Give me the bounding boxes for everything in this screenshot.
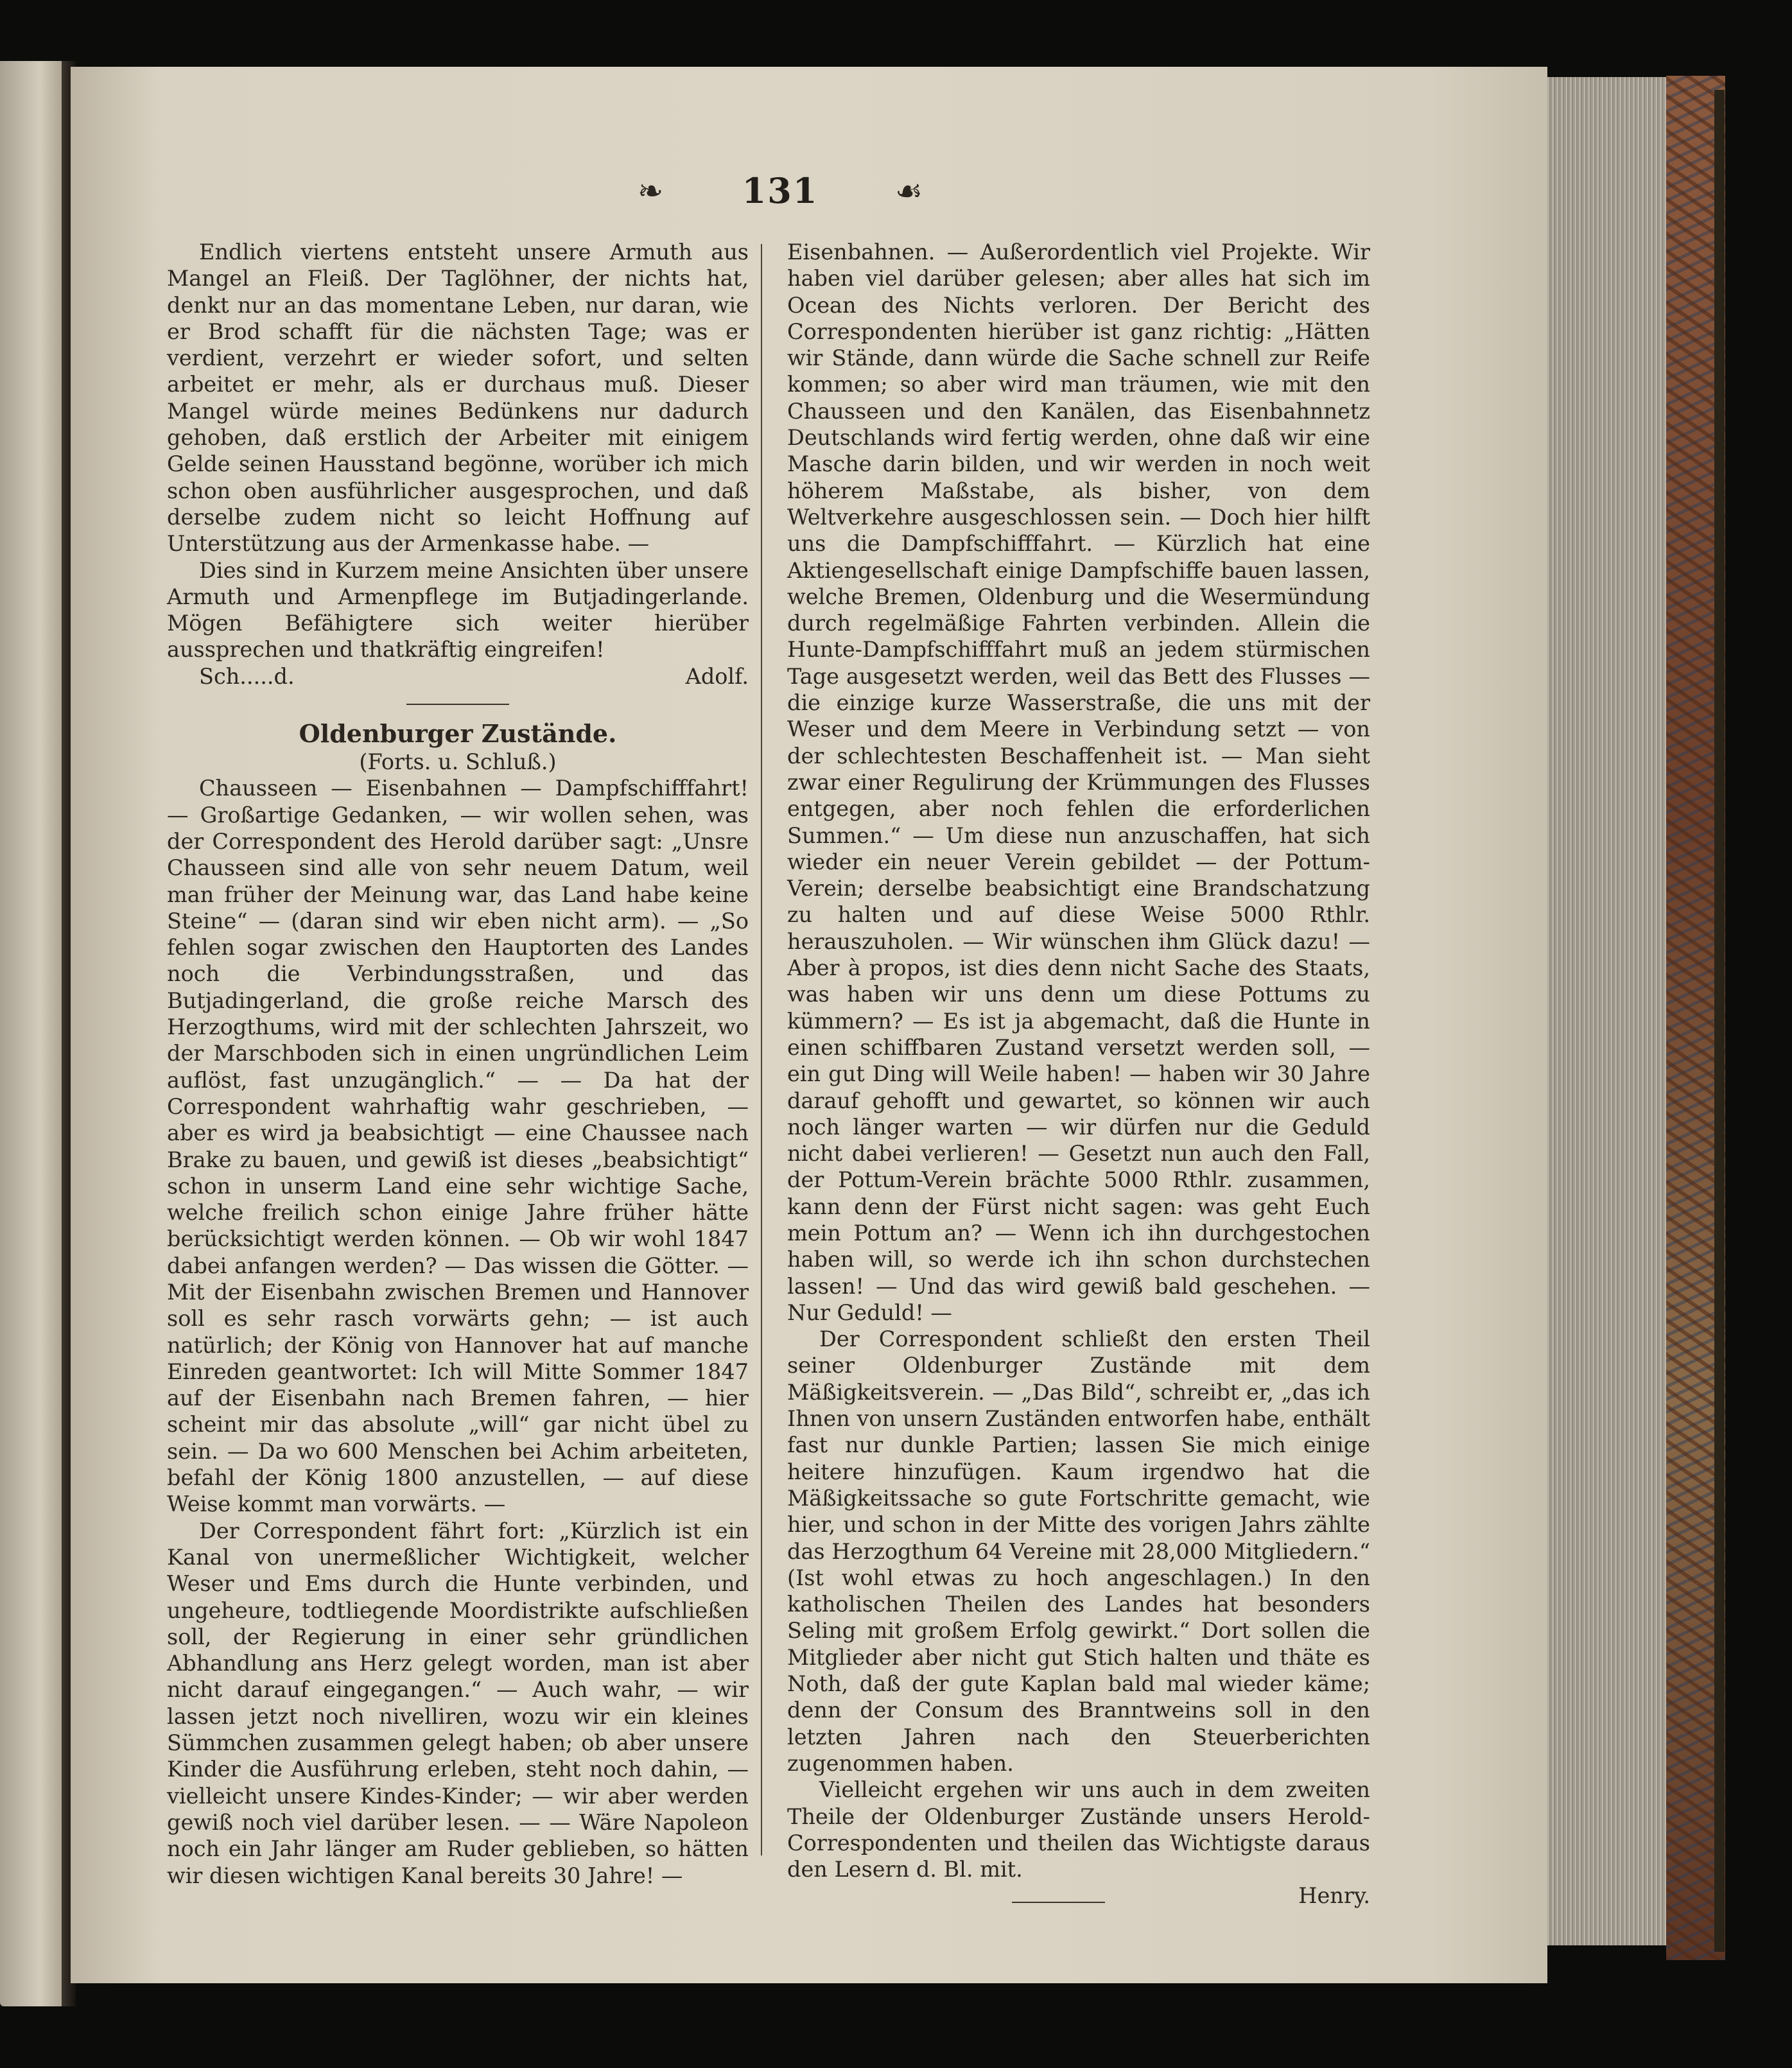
- paragraph: Der Correspondent fährt fort: „Kürzlich ist ein Kanal von unermeßlicher Wichtigkeit, welcher Weser und Ems durch die Hunte verbinden, und ungeheure, todtliegende Moordistrikte aufschließen soll, der Regierung in einer sehr gründlichen Abhandlung ans Herz gelegt worden, man ist aber nicht darauf eingegangen.“ — Auch wahr, — wir lassen jetzt noch nivelliren, wozu wir ein kleines Sümmchen zusammen gelegt haben; ob aber unsere Kinder die Ausführung erleben, steht noch dahin, — vielleicht unsere Kindes-Kinder; — wir aber werden gewiß noch viel darüber lesen. — — Wäre Napoleon noch ein Jahr länger am Ruder geblieben, so hätten wir diesen wichtigen Kanal bereits 30 Jahre! —: [167, 1518, 749, 1888]
- section-rule: [1012, 1902, 1105, 1903]
- left-column: [167, 239, 749, 1889]
- signature: Henry.: [1298, 1883, 1370, 1909]
- paragraph: Eisenbahnen. — Außerordentlich viel Projekte. Wir haben viel darüber gelesen; aber alles hat sich im Ocean des Nichts verloren. Der Bericht des Correspondenten hierüber ist ganz richtig: „Hätten wir Stände, dann würde die Sache schnell zur Reife kommen; so aber wird man träumen, wie mit den Chausseen und den Kanälen, das Eisenbahnnetz Deutschlands wird fertig werden, ohne daß wir eine Masche darin bilden, und wir werden in noch weit höherem Maßstabe, als bisher, von dem Weltverkehre ausgeschlossen sein. — Doch hier hilft uns die Dampfschifffahrt. — Kürzlich hat eine Aktiengesellschaft einige Dampfschiffe bauen lassen, welche Bremen, Oldenburg und die Wesermündung durch regelmäßige Fahrten verbinden. Allein die Hunte-Dampfschifffahrt muß an jedem stürmischen Tage ausgesetzt werden, weil das Bett des Flusses — die einzige kurze Wasserstraße, die uns mit der Weser und dem Meere in Verbindung setzt — von der schlechtesten Beschaffenheit ist. — Man sieht zwar einer Regulirung der Krümmungen des Flusses entgegen, aber noch fehlen die erforderlichen Summen.“ — Um diese nun anzuschaffen, hat sich wieder ein neuer Verein gebildet — der Pottum-Verein; derselbe beabsichtigt eine Brandschatzung zu halten und auf diese Weise 5000 Rthlr. herauszuholen. — Wir wünschen ihm Glück dazu! — Aber à propos, ist dies denn nicht Sache des Staats, was haben wir uns denn um diese Pottums zu kümmern? — Es ist ja abgemacht, daß die Hunte in einen schiffbaren Zustand versetzt werden soll, — ein gut Ding will Weile haben! — haben wir 30 Jahre darauf gehofft und gewartet, so können wir auch noch länger warten — wir dürfen nur die Geduld nicht dabei verlieren! — Gesetzt nun auch den Fall, der Pottum-Verein brächte 5000 Rthlr. zusammen, kann denn der Fürst nicht sagen: was geht Euch mein Pottum an? — Wenn ich ihn durchgestochen haben will, so werde ich ihn schon durchstechen lassen! — Und das wird gewiß bald geschehen. — Nur Geduld! —: [787, 239, 1370, 1325]
- signature-right: Adolf.: [685, 663, 749, 689]
- cover-board: [1714, 90, 1725, 1952]
- paragraph: Vielleicht ergehen wir uns auch in dem zweiten Theile der Oldenburger Zustände unsers Herold-Correspondenten und theilen das Wichtigste daraus den Lesern d. Bl. mit.: [787, 1777, 1370, 1882]
- page-header: [626, 168, 934, 213]
- paragraph: Endlich viertens entsteht unsere Armuth aus Mangel an Fleiß. Der Taglöhner, der nichts hat, denkt nur an das momentane Leben, nur daran, wie er Brod schafft für die nächsten Tage; was er verdient, verzehrt er wieder sofort, und selten arbeitet er mehr, als er durchaus muß. Dieser Mangel würde meines Bedünkens nur dadurch gehoben, daß erstlich der Arbeiter mit einigem Gelde seinen Hausstand begönne, worüber ich mich schon oben ausführlicher ausgesprochen, und daß derselbe zudem nicht so leicht Hoffnung auf Unterstützung aus der Armenkasse habe. —: [167, 239, 749, 557]
- article-subtitle: (Forts. u. Schluß.): [359, 749, 557, 775]
- article-title: Oldenburger Zustände.: [299, 719, 617, 749]
- left-page-edge: [0, 61, 67, 2006]
- signature-line: [787, 1882, 1370, 1911]
- page-number: 131: [742, 170, 819, 211]
- column-divider: [761, 244, 762, 1855]
- signature-left: Sch.....d.: [199, 663, 295, 689]
- section-rule: [406, 704, 509, 705]
- paragraph: Der Correspondent schließt den ersten Theil seiner Oldenburger Zustände mit dem Mäßigkeitsverein. — „Das Bild“, schreibt er, „das ich Ihnen von unsern Zuständen entworfen habe, enthält fast nur dunkle Partien; lassen Sie mich einige heitere hinzufügen. Kaum irgendwo hat die Mäßigkeitssache so gute Fortschritte gemacht, wie hier, und schon in der Mitte des vorigen Jahrs zählte das Herzogthum 64 Vereine mit 28,000 Mitgliedern.“ (Ist wohl etwas zu hoch angeschlagen.) In den katholischen Theilen des Landes hat besonders Seling mit großem Erfolg gewirkt.“ Dort sollen die Mitglieder aber nicht gut Stich halten und thäte es Noth, daß der gute Kaplan bald mal wieder käme; denn der Consum des Branntweins soll in den letzten Jahren nach den Steuerberichten zugenommen haben.: [787, 1326, 1370, 1776]
- paragraph: Chausseen — Eisenbahnen — Dampfschifffahrt! — Großartige Gedanken, — wir wollen sehen, was der Correspondent des Herold darüber sagt: „Unsre Chausseen sind alle von sehr neuem Datum, weil man früher der Meinung war, das Land habe keine Steine“ — (daran sind wir eben nicht arm). — „So fehlen sogar zwischen den Hauptorten des Landes noch die Verbindungsstraßen, und das Butjadingerland, die große reiche Marsch des Herzogthums, wird mit der schlechten Jahrszeit, wo der Marschboden sich in einen ungründlichen Leim auflöst, fast unzugänglich.“ — — Da hat der Correspondent wahrhaftig wahr geschrieben, — aber es wird ja beabsichtigt — eine Chaussee nach Brake zu bauen, und gewiß ist dieses „beabsichtigt“ schon in unserm Land eine sehr wichtige Sache, welche freilich schon einige Jahre früher hätte berücksichtigt werden können. — Ob wir wohl 1847 dabei anfangen werden? — Das wissen die Götter. — Mit der Eisenbahn zwischen Bremen und Hannover soll es sehr rasch vorwärts gehn; — ist auch natürlich; der König von Hannover hat auf manche Einreden geantwortet: Ich will Mitte Sommer 1847 auf der Eisenbahn nach Bremen fahren, — hier scheint mir das absolute „will“ gar nicht übel zu sein. — Da wo 600 Menschen bei Achim arbeiteten, befahl der König 1800 anzustellen, — auf diese Weise kommt man vorwärts. —: [167, 776, 749, 1517]
- floral-ornament-icon: ❧: [638, 173, 664, 209]
- signature-line: [167, 663, 749, 690]
- right-column: [787, 239, 1370, 1911]
- paragraph: Dies sind in Kurzem meine Ansichten über unsere Armuth und Armenpflege im Butjadingerlande. Mögen Befähigtere sich weiter hierüber aussprechen und thatkräftig eingreifen!: [167, 557, 749, 663]
- floral-ornament-icon: ☙: [894, 173, 923, 209]
- page-stack-edge: [1538, 77, 1673, 1945]
